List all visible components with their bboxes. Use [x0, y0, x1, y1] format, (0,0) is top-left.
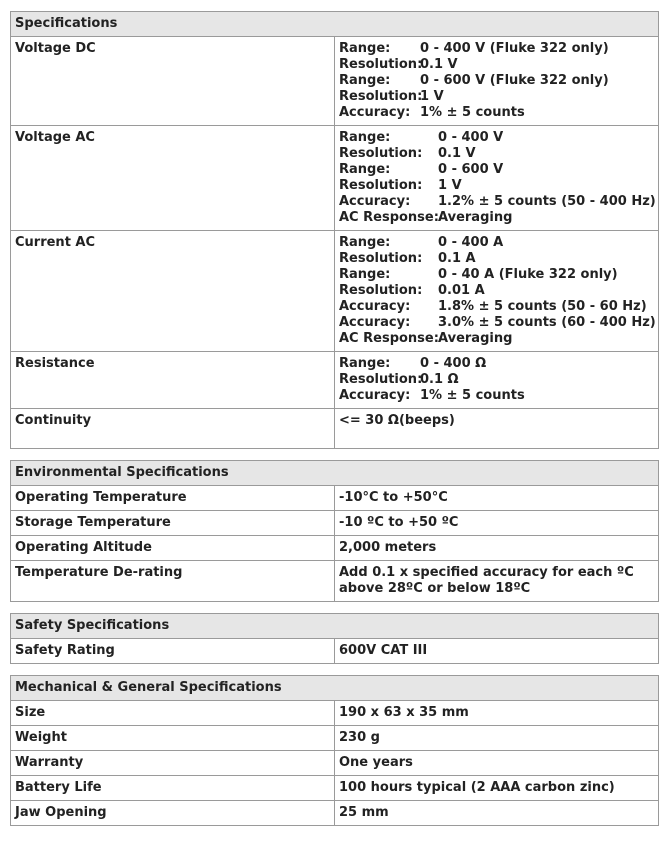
kv-value: 1% ± 5 counts: [420, 105, 525, 120]
kv-key: Accuracy:: [339, 388, 411, 403]
kv-key: Range:: [339, 73, 391, 88]
kv-key: Range:: [339, 235, 391, 250]
row-label: Warranty: [11, 751, 335, 776]
kv-key: Resolution:: [339, 372, 423, 387]
row-label: Continuity: [11, 409, 335, 449]
kv-value: 1.8% ± 5 counts (50 - 60 Hz): [438, 299, 647, 314]
kv-value: 0.1 A: [438, 251, 476, 266]
row-label: Temperature De-rating: [11, 561, 335, 602]
kv-value: 0 - 600 V: [438, 162, 504, 177]
table-row: [11, 801, 659, 826]
kv-value: 0 - 400 Ω: [420, 356, 487, 371]
kv-key: Range:: [339, 130, 391, 145]
row-label: Resistance: [11, 352, 335, 409]
section-title: Safety Specifications: [11, 614, 659, 639]
mechanical-general-specifications-table: [10, 675, 659, 826]
kv-value: 0.01 A: [438, 283, 485, 298]
kv-key: Resolution:: [339, 251, 423, 266]
row-value: -10°C to +50°C: [335, 486, 659, 511]
row-label: Current AC: [11, 231, 335, 352]
kv-value: 0 - 400 V (Fluke 322 only): [420, 41, 609, 56]
section-title: Environmental Specifications: [11, 461, 659, 486]
table-row: [11, 126, 659, 231]
table-row: [11, 352, 659, 409]
row-value: [335, 126, 659, 231]
safety-specifications-table: [10, 613, 659, 664]
row-value: 230 g: [335, 726, 659, 751]
row-label: Jaw Opening: [11, 801, 335, 826]
row-value: 600V CAT III: [335, 639, 659, 664]
section-title: Specifications: [11, 12, 659, 37]
row-value: Add 0.1 x specified accuracy for each ºC above 28ºC or below 18ºC: [335, 561, 659, 602]
kv-key: Resolution:: [339, 283, 423, 298]
row-label: Operating Temperature: [11, 486, 335, 511]
table-row: [11, 561, 659, 602]
row-value: 2,000 meters: [335, 536, 659, 561]
specifications-table: [10, 11, 659, 449]
row-value: <= 30 Ω(beeps): [335, 409, 659, 449]
kv-value: 0 - 40 A (Fluke 322 only): [438, 267, 618, 282]
section-title: Mechanical & General Specifications: [11, 676, 659, 701]
environmental-specifications-table: [10, 460, 659, 602]
row-value: [335, 231, 659, 352]
table-row: [11, 37, 659, 126]
table-row: [11, 701, 659, 726]
row-label: Size: [11, 701, 335, 726]
kv-value: 0 - 400 A: [438, 235, 504, 250]
kv-value: 3.0% ± 5 counts (60 - 400 Hz): [438, 315, 656, 330]
kv-value: 1 V: [438, 178, 462, 193]
kv-value: 0.1 V: [420, 57, 458, 72]
row-label: Weight: [11, 726, 335, 751]
row-label: Storage Temperature: [11, 511, 335, 536]
row-label: Voltage AC: [11, 126, 335, 231]
kv-key: Range:: [339, 41, 391, 56]
row-label: Battery Life: [11, 776, 335, 801]
kv-key: Resolution:: [339, 178, 423, 193]
table-row: [11, 776, 659, 801]
table-row: [11, 231, 659, 352]
table-row: [11, 486, 659, 511]
kv-key: Accuracy:: [339, 194, 411, 209]
kv-key: Range:: [339, 267, 391, 282]
kv-value: 1.2% ± 5 counts (50 - 400 Hz): [438, 194, 656, 209]
table-row: [11, 409, 659, 449]
row-value: [335, 352, 659, 409]
kv-value: 0.1 Ω: [420, 372, 459, 387]
row-value: 25 mm: [335, 801, 659, 826]
row-label: Operating Altitude: [11, 536, 335, 561]
kv-value: 0 - 600 V (Fluke 322 only): [420, 73, 609, 88]
kv-key: Resolution:: [339, 89, 423, 104]
kv-value: Averaging: [438, 210, 513, 225]
kv-key: Resolution:: [339, 146, 423, 161]
kv-key: AC Response:: [339, 331, 439, 346]
row-value: [335, 37, 659, 126]
kv-key: Range:: [339, 162, 391, 177]
table-row: [11, 511, 659, 536]
kv-key: Accuracy:: [339, 105, 411, 120]
table-row: [11, 639, 659, 664]
row-label: Safety Rating: [11, 639, 335, 664]
row-value: 190 x 63 x 35 mm: [335, 701, 659, 726]
table-row: [11, 751, 659, 776]
table-row: [11, 536, 659, 561]
row-value: One years: [335, 751, 659, 776]
kv-key: Accuracy:: [339, 315, 411, 330]
kv-key: Range:: [339, 356, 391, 371]
row-value: 100 hours typical (2 AAA carbon zinc): [335, 776, 659, 801]
kv-value: 1 V: [420, 89, 444, 104]
kv-key: Resolution:: [339, 57, 423, 72]
kv-value: 0 - 400 V: [438, 130, 504, 145]
table-row: [11, 726, 659, 751]
kv-value: 0.1 V: [438, 146, 476, 161]
kv-key: Accuracy:: [339, 299, 411, 314]
kv-value: Averaging: [438, 331, 513, 346]
kv-value: 1% ± 5 counts: [420, 388, 525, 403]
row-value: -10 ºC to +50 ºC: [335, 511, 659, 536]
kv-key: AC Response:: [339, 210, 439, 225]
row-label: Voltage DC: [11, 37, 335, 126]
